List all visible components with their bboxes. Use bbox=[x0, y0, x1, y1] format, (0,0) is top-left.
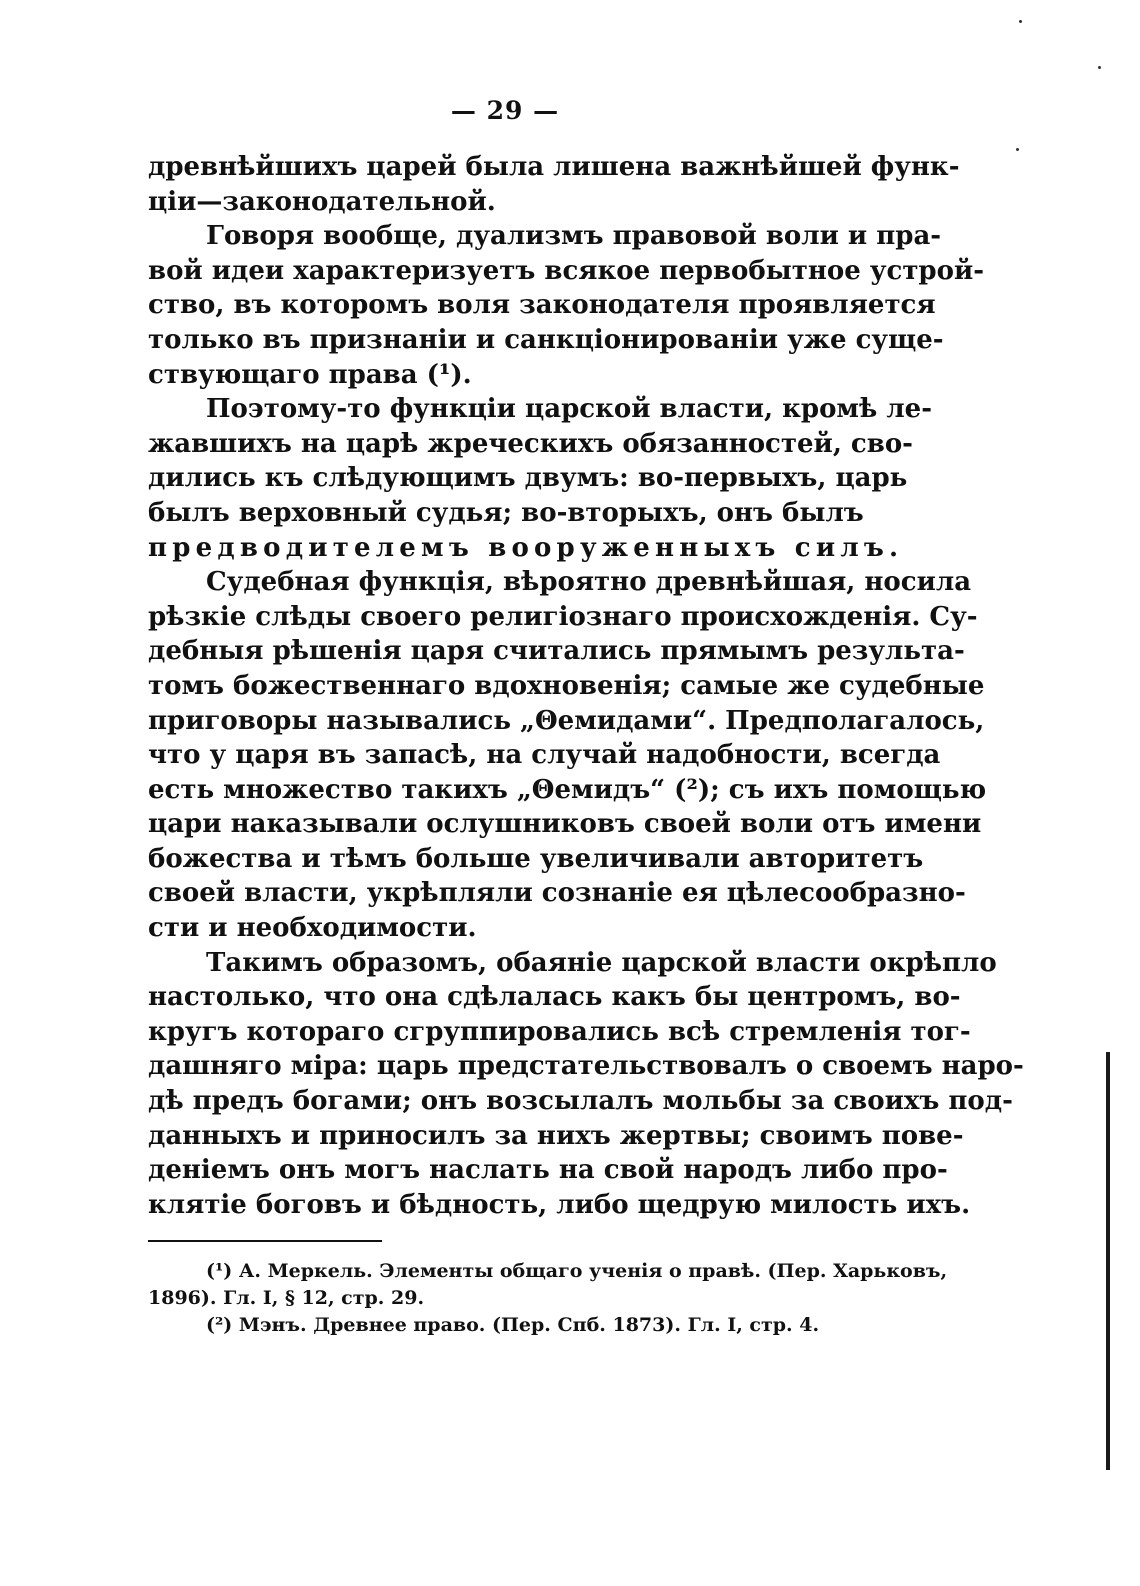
footnote-divider bbox=[148, 1240, 382, 1242]
page-number: — 29 — bbox=[450, 96, 560, 125]
text-line: дились къ слѣдующимъ двумъ: во-первыхъ, царь bbox=[148, 463, 908, 494]
footnote-line: 1896). Гл. I, § 12, стр. 29. bbox=[148, 1287, 425, 1309]
text-line: вой идеи характеризуетъ всякое первобытное устрой- bbox=[148, 255, 985, 286]
text-line: божества и тѣмъ больше увеличивали авторитетъ bbox=[148, 843, 924, 874]
text-line: Такимъ образомъ, обаяніе царской власти окрѣпло bbox=[206, 947, 997, 978]
text-line: дашняго міра: царь предстательствовалъ о своемъ наро- bbox=[148, 1051, 1024, 1082]
text-line: дебныя рѣшенія царя считались прямымъ результа- bbox=[148, 636, 965, 667]
scan-speck bbox=[1016, 148, 1019, 151]
text-line: жавшихъ на царѣ жреческихъ обязанностей, сво- bbox=[148, 428, 913, 459]
text-line: Говоря вообще, дуализмъ правовой воли и пра- bbox=[206, 221, 942, 252]
scan-speck bbox=[1019, 20, 1022, 23]
text-line: клятіе боговъ и бѣдность, либо щедрую милость ихъ. bbox=[148, 1189, 971, 1220]
text-line: дѣ предъ богами; онъ возсылалъ мольбы за своихъ под- bbox=[148, 1086, 1013, 1117]
text-line: Судебная функція, вѣроятно древнѣйшая, носила bbox=[206, 567, 972, 598]
text-line: цари наказывали ослушниковъ своей воли отъ имени bbox=[148, 809, 982, 840]
footnote-line: (²) Мэнъ. Древнее право. (Пер. Спб. 1873). Гл. I, стр. 4. bbox=[206, 1314, 820, 1336]
scan-edge-mark bbox=[1106, 1052, 1110, 1470]
footnotes bbox=[148, 1258, 948, 1339]
scan-speck bbox=[1098, 66, 1101, 69]
text-line: Поэтому-то функціи царской власти, кромѣ ле- bbox=[206, 394, 932, 425]
text-line: древнѣйшихъ царей была лишена важнѣйшей функ- bbox=[148, 152, 960, 182]
text-line: ціи—законодательной. bbox=[148, 186, 496, 217]
body-text bbox=[148, 150, 1024, 1222]
text-line: сти и необходимости. bbox=[148, 913, 477, 944]
text-line: ствующаго права (¹). bbox=[148, 359, 472, 390]
text-line: приговоры назывались „Θемидами“. Предполагалось, bbox=[148, 705, 985, 736]
text-line: что у царя въ запасѣ, на случай надобности, всегда bbox=[148, 740, 941, 771]
text-line: ство, въ которомъ воля законодателя проявляется bbox=[148, 290, 936, 321]
text-line: есть множество такихъ „Θемидъ“ (²); съ ихъ помощью bbox=[148, 774, 987, 805]
text-line: деніемъ онъ могъ наслать на свой народъ либо про- bbox=[148, 1155, 948, 1186]
footnote-line: (¹) А. Меркель. Элементы общаго ученія о правѣ. (Пер. Харьковъ, bbox=[206, 1260, 948, 1282]
text-line: настолько, что она сдѣлалась какъ бы центромъ, во- bbox=[148, 982, 961, 1013]
text-line: своей власти, укрѣпляли сознаніе ея цѣлесообразно- bbox=[148, 878, 966, 909]
text-line: только въ признаніи и санкціонированіи уже суще- bbox=[148, 324, 944, 355]
text-line: предводителемъ вооруженныхъ силъ. bbox=[148, 532, 904, 563]
text-line: рѣзкіе слѣды своего религіознаго происхожденія. Су- bbox=[148, 601, 978, 632]
text-line: томъ божественнаго вдохновенія; самые же судебные bbox=[148, 670, 985, 701]
text-line: данныхъ и приносилъ за нихъ жертвы; своимъ пове- bbox=[148, 1120, 964, 1151]
text-line: кругъ котораго сгруппировались всѣ стремленія тог- bbox=[148, 1016, 971, 1047]
text-line: былъ верховный судья; во-вторыхъ, онъ былъ bbox=[148, 497, 864, 528]
